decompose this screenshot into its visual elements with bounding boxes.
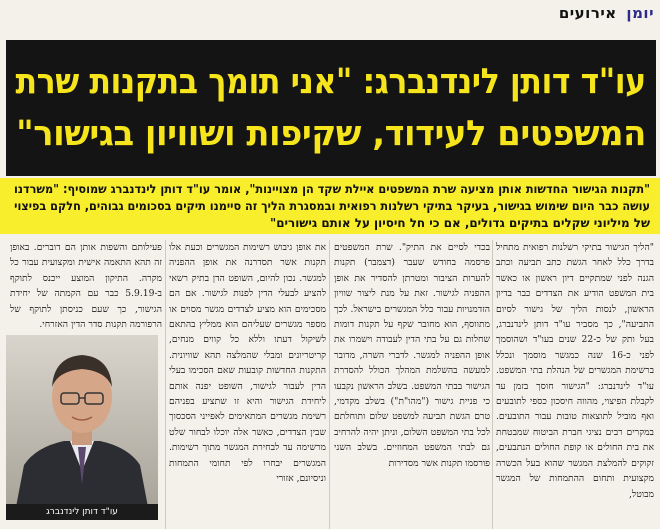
article-column-1 [496, 240, 654, 529]
subhead-line-1: "תקנות הגישור החדשות אותן מציעה שרת המשפטים איילת שקד הן מצויינות", אומר עו"ד דותן לינדנברג שמוסיף: "משרדנו [13, 181, 650, 196]
column-divider [329, 240, 330, 529]
article-text-2: בכדי לסיים את התיק". שרת המשפטים פרסמה בחודש שעבר (דצמבר) תקנות להערות הציבור ומטרתן להסדיר את אופן ההפניה לגישור. זאת על מנת ליצור שוויון הזדמנויות עבור כלל המגשרים בישראל. לכך מתווסף, הוא מחובר שקף על תקנות דומות שחלות גם על בתי הדין לעבודה וישמרו את אופן ההפניה למגשר. לדברי השרה, מדובר למעשה בהשלמת המהלך הכולל להסדרת הגישור בבתי המשפט. בשלב הראשון נקבעו כי פניית גישור ("מהו"ת") בשלב מקדמי, טרם הגשת תביעה למשפט שלום ותוחלתם לכל בתי המשפט השלום, וניתן יהיה להרחיב גם לבתי המשפט המחוזיים. בשלב השני פורסמו תקנות אשר מסדירות [334, 242, 490, 469]
column-divider [492, 240, 493, 529]
subhead-box [0, 178, 660, 234]
headline-line-2: המשפטים לעידוד, שקיפות ושוויון בגישור" [16, 114, 646, 154]
article-text-3: את אופן גיבוש רשימות המגשרים וכעת אלו תקנות אשר תסדרנה את אופן ההפניה למגשר. נכון להיום, השופט הדן בתיק רשאי להציע לבעלי הדין לפנות לגישור. אם הם מסכימים הוא מציע לצדדים מגשר מסוים או מספר מגשרים שעליהם הוא ממליץ בהתאם לשיקול דעתו וללא כל קווים מנחים, קריטריונים ומבלי שהמלצה תהא שוויונית. התקנות החדשות קובעות שאם הסכימו בעלי הדין לעבור לגישור, השופט יפנה אותם ליחידת הגישור והיא זו שתציע בפניהם רשימת מגשרים המתאימים לאפייני הסכסוך שבין הצדדים, כאשר אלה יוכלו לבחור שלט מרשימה עד לבחירת המגשר מתוך רשימות. המגשרים יבחרו לפי תחומי התמחות וניסיונם, אזורי [169, 242, 326, 485]
article-column-4 [10, 240, 162, 330]
subhead-line-2: עושה כבר היום שימוש בגישור, בעיקר בתיקי רשלנות רפואית ובמסגרת הליך זה סיימנו תיקים בסכומים גבוהים, חלקם בפיצוי [14, 198, 650, 213]
article-column-2 [334, 240, 490, 529]
article-column-3 [169, 240, 326, 529]
section-label-first: יומן [626, 4, 654, 22]
subhead-line-3: של מיליוני שקלים בתיקים גדולים, אם כי חל חיסיון על אותם גישורים" [269, 215, 650, 230]
headline-line-1: עו"ד דותן לינדנברג: "אני תומך בתקנות שרת [15, 62, 647, 102]
headline-box [6, 40, 656, 176]
portrait-photo [6, 335, 158, 507]
section-label-second: אירועים [558, 4, 617, 22]
article-text-4: פעילותם והשפות אותן הם דוברים. באופן זה תהא התאמה אישית ומקצועית עבור כל מקרה. התיקון המוצע ייכנס לתוקף ב-5.9.19 כבר עם הקמתה של יחידת הגישור, כך שעם כניסתן לתוקף של הרפורמה תקנות סדר הדין האזרחי. [10, 242, 162, 330]
portrait-illustration [6, 335, 158, 507]
column-divider [165, 240, 166, 529]
section-label [559, 4, 654, 22]
article-text-1: "הליך הגישור בתיקי רשלנות רפואית מתחיל בדרך כלל לאחר הגשת כתב תביעה וכתב הגנה לפני שמתקיים דיון ראשון או כאשר בית המשפט הודיע את הצדדים כבר בדיון הראשון, לנסות הליך של גישור לסיום התביעה", כך מסביר עו"ד דותן לינדנברג, בעל ותק של כ-22 שנים בעו"ד ושהוסמך לפני כ-16 שנה כמגשר מוסמך ונכלל ברשימת המגשרים של הנהלת בתי המשפט. עו"ד לינדנברג: "הגישור חוסך בזמן עד לקבלת הפיצוי, מהווה חיסכון כספי לתובעים ואף מוביל לתוצאות טובות עבור התובעים. במקרים רבים נציגי חברת הביטוח שמבטחת את בית החולים או קופת החולים הנתבעים, זקוקים להמלצת המגשר שהוא בעל הכשרה מקצועית ותחום ההתמחות של המגשר מבוטל, [496, 242, 654, 500]
photo-caption: עו"ד דותן לינדנברג [6, 504, 158, 520]
